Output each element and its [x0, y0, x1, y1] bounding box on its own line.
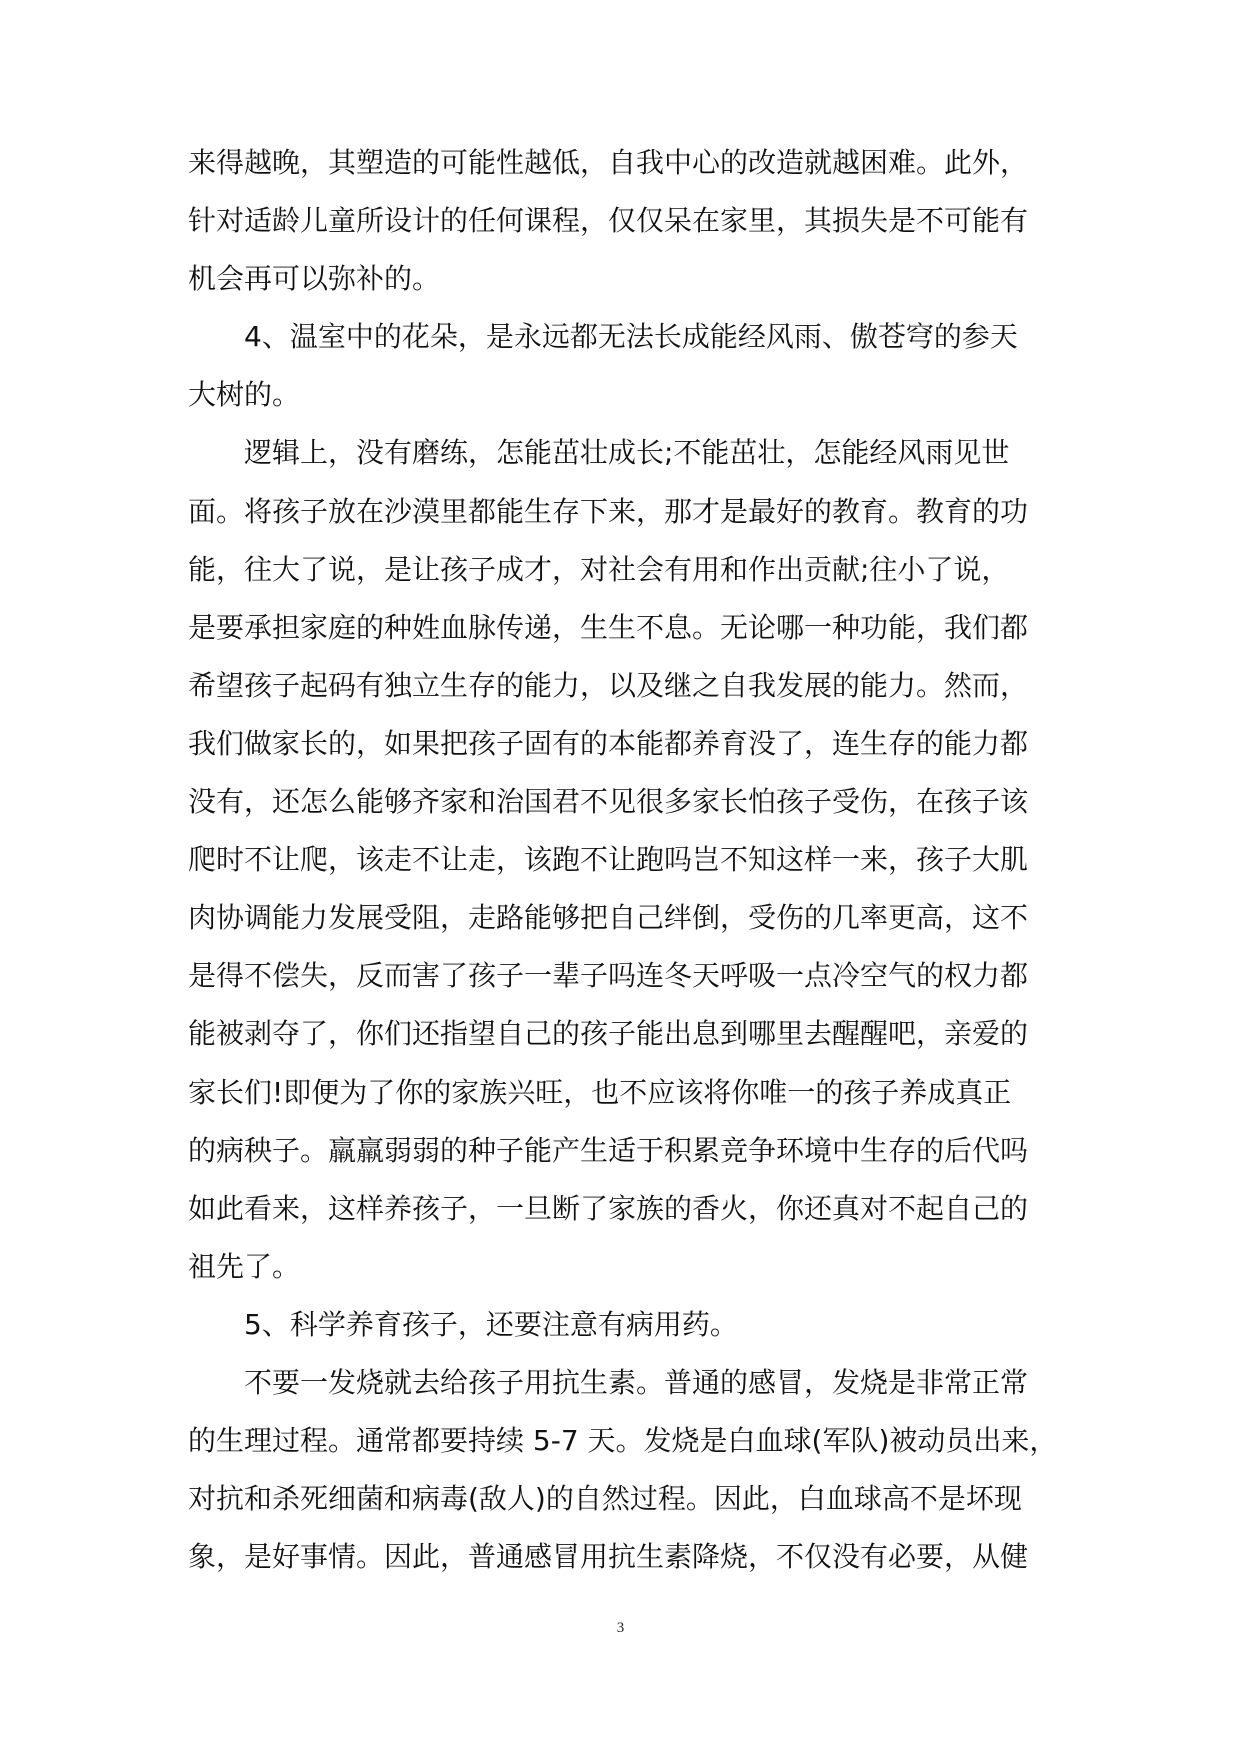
text-line: 的生理过程。通常都要持续 5-7 天。发烧是白血球(军队)被动员出来， [188, 1424, 1058, 1458]
text-line: 祖先了。 [188, 1249, 301, 1283]
text-line: 大树的。 [188, 378, 301, 412]
body-text [188, 134, 1058, 1586]
text-line: 面。将孩子放在沙漠里都能生存下来，那才是最好的教育。教育的功 [188, 494, 1029, 528]
text-line: 爬时不让爬，该走不让走，该跑不让跑吗岂不知这样一来，孩子大肌 [188, 843, 1029, 877]
text-line: 机会再可以弥补的。 [188, 262, 441, 296]
page-number: 3 [616, 1620, 625, 1636]
text-line: 5、科学养育孩子，还要注意有病用药。 [244, 1307, 738, 1341]
text-line: 对抗和杀死细菌和病毒(敌人)的自然过程。因此，白血球高不是坏现 [188, 1482, 1022, 1516]
text-line: 4、温室中的花朵，是永远都无法长成能经风雨、傲苍穹的参天 [244, 320, 1018, 354]
text-line: 能被剥夺了，你们还指望自己的孩子能出息到哪里去醒醒吧，亲爱的 [188, 1017, 1029, 1051]
text-line: 能，往大了说，是让孩子成才，对社会有用和作出贡献;往小了说， [188, 552, 1010, 586]
text-line: 是得不偿失，反而害了孩子一辈子吗连冬天呼吸一点冷空气的权力都 [188, 959, 1029, 993]
text-line: 不要一发烧就去给孩子用抗生素。普通的感冒，发烧是非常正常 [244, 1365, 1029, 1399]
text-line: 没有，还怎么能够齐家和治国君不见很多家长怕孩子受伤，在孩子该 [188, 785, 1029, 819]
text-line: 如此看来，这样养孩子，一旦断了家族的香火，你还真对不起自己的 [188, 1191, 1029, 1225]
text-line: 逻辑上，没有磨练，怎能茁壮成长;不能茁壮，怎能经风雨见世 [244, 436, 1010, 470]
text-line: 希望孩子起码有独立生存的能力，以及继之自我发展的能力。然而， [188, 668, 1029, 702]
text-line: 家长们!即便为了你的家族兴旺，也不应该将你唯一的孩子养成真正 [188, 1075, 1012, 1109]
text-line: 的病秧子。羸羸弱弱的种子能产生适于积累竞争环境中生存的后代吗 [188, 1133, 1029, 1167]
text-line: 来得越晚，其塑造的可能性越低，自我中心的改造就越困难。此外， [188, 146, 1029, 179]
text-line: 象，是好事情。因此，普通感冒用抗生素降烧，不仅没有必要，从健 [188, 1540, 1029, 1574]
text-line: 肉协调能力发展受阻，走路能够把自己绊倒，受伤的几率更高，这不 [188, 901, 1029, 935]
text-line: 我们做家长的，如果把孩子固有的本能都养育没了，连生存的能力都 [188, 726, 1029, 760]
text-line: 针对适龄儿童所设计的任何课程，仅仅呆在家里，其损失是不可能有 [188, 204, 1029, 238]
text-line: 是要承担家庭的种姓血脉传递，生生不息。无论哪一种功能，我们都 [188, 610, 1029, 644]
